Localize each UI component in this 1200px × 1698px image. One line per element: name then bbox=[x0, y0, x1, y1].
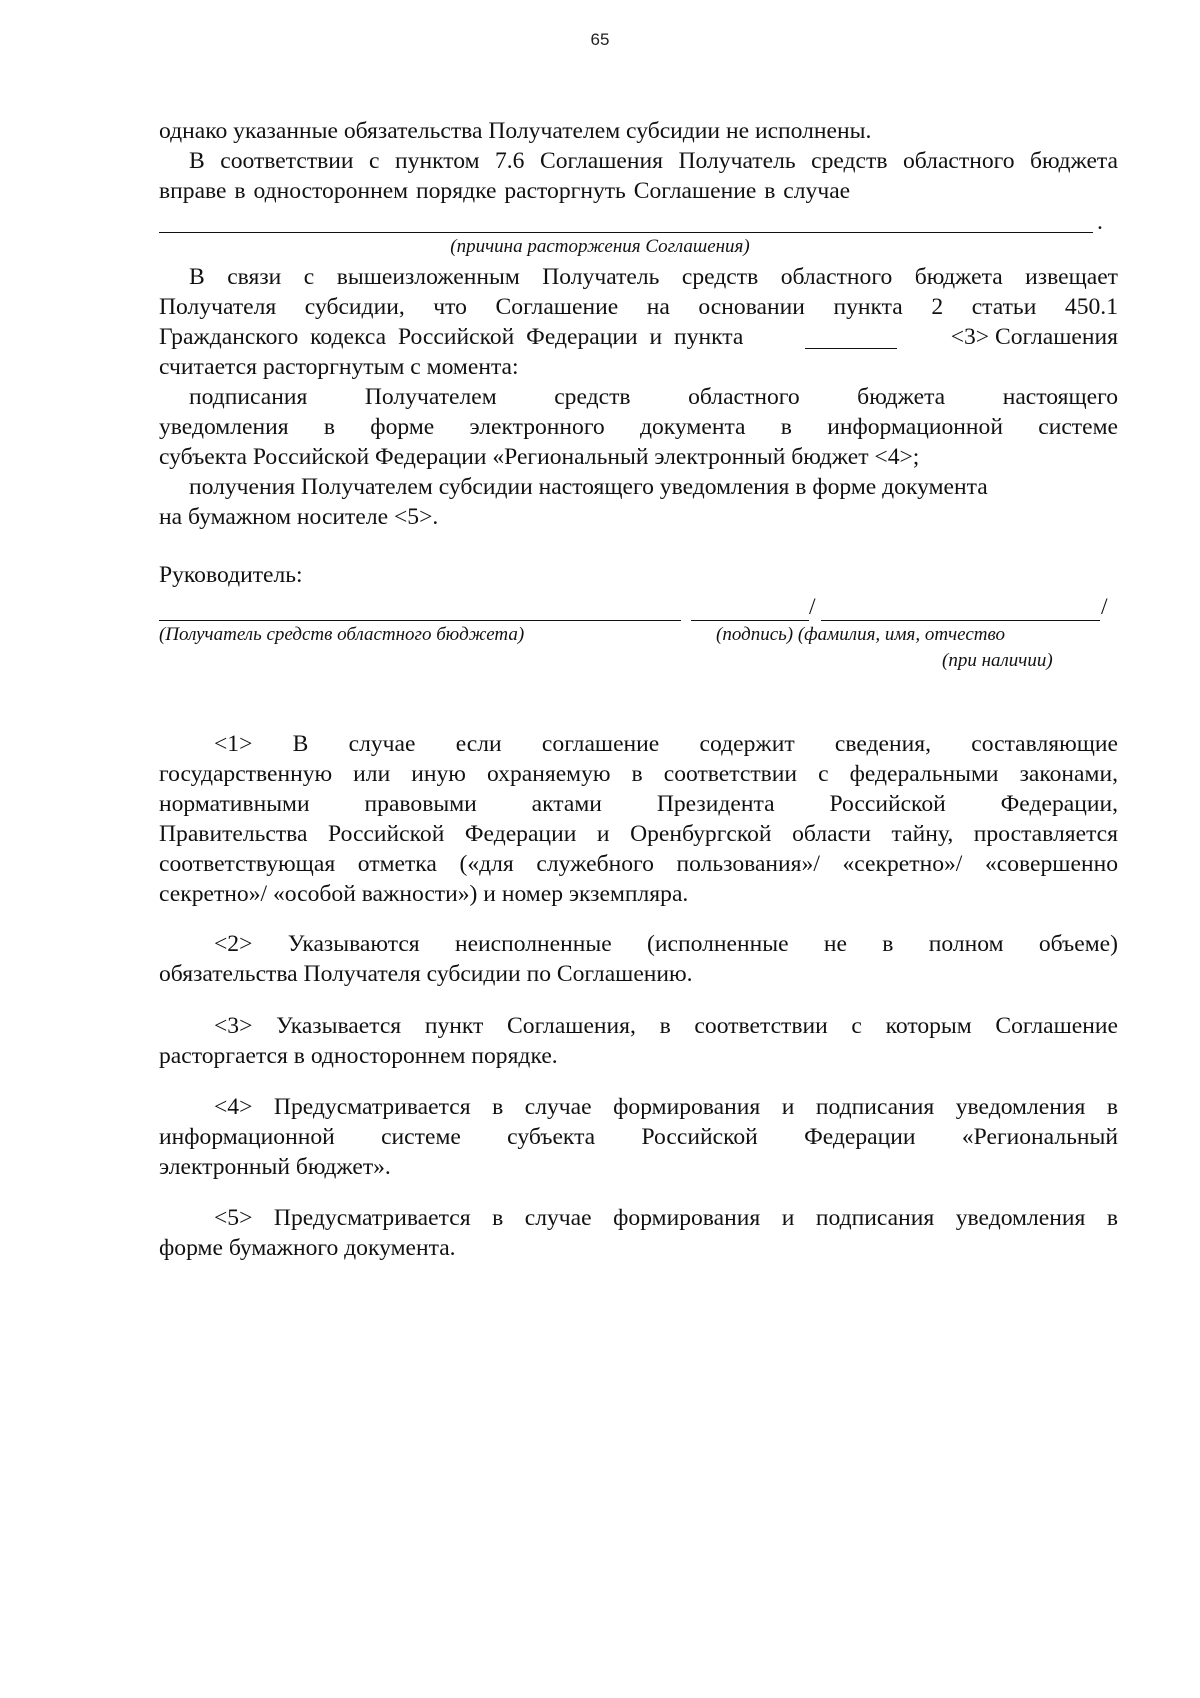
footnote-3 bbox=[159, 1011, 1118, 1071]
option-paper-line: получения Получателем субсидии настоящего уведомления в форме документа bbox=[189, 474, 988, 500]
signature-blank-line bbox=[691, 620, 809, 621]
footnote-line: обязательства Получателя субсидии по Соглашению. bbox=[159, 961, 693, 987]
notice-line-part: <3> Соглашения bbox=[950, 324, 1118, 350]
footnote-line: <2> Указываются неисполненные (исполненные не в полном объеме) bbox=[214, 931, 1118, 957]
footnote-line: нормативными правовыми актами Президента Российской Федерации, bbox=[159, 791, 1118, 817]
intro-line: однако указанные обязательства Получателем субсидии не исполнены. bbox=[159, 118, 872, 144]
footnote-line: соответствующая отметка («для служебного пользования»/ «секретно»/ «совершенно bbox=[159, 851, 1118, 877]
footnote-line: форме бумажного документа. bbox=[159, 1235, 456, 1261]
footnote-line: государственную или иную охраняемую в соответствии с федеральными законами, bbox=[159, 761, 1118, 787]
notice-line: Получателя субсидии, что Соглашение на основании пункта 2 статьи 450.1 bbox=[159, 294, 1118, 320]
intro-line: В соответствии с пунктом 7.6 Соглашения Получатель средств областного бюджета bbox=[189, 148, 1118, 174]
footnote-line: информационной системе субъекта Российской Федерации «Региональный bbox=[159, 1124, 1118, 1150]
footnote-line: Правительства Российской Федерации и Оренбургской области тайну, проставляется bbox=[159, 821, 1118, 847]
intro-line: вправе в одностороннем порядке расторгнуть Соглашение в случае bbox=[159, 178, 851, 204]
optional-caption: (при наличии) bbox=[942, 650, 1053, 671]
signature-caption: (подпись) (фамилия, имя, отчество bbox=[716, 624, 1005, 645]
reason-blank-line bbox=[159, 232, 1093, 233]
recipient-blank-line bbox=[159, 620, 681, 621]
footnote-line: секретно»/ «особой важности») и номер экземпляра. bbox=[159, 881, 689, 907]
option-electronic-line: субъекта Российской Федерации «Региональный электронный бюджет <4>; bbox=[159, 444, 920, 470]
notice-line-with-blank bbox=[159, 322, 1118, 352]
clause-blank-line bbox=[805, 348, 897, 349]
footnote-line: <5> Предусматривается в случае формирования и подписания уведомления в bbox=[214, 1205, 1118, 1231]
page-number: 65 bbox=[590, 30, 610, 49]
reason-blank-end: . bbox=[1097, 209, 1103, 235]
name-slash: / bbox=[1101, 594, 1108, 620]
intro-paragraph bbox=[159, 116, 1118, 206]
option-paper-line: на бумажном носителе <5>. bbox=[159, 504, 439, 530]
footnote-line: <1> В случае если соглашение содержит сведения, составляющие bbox=[214, 731, 1118, 757]
recipient-caption: (Получатель средств областного бюджета) bbox=[159, 624, 525, 645]
footnote-4 bbox=[159, 1092, 1118, 1182]
notice-paragraph bbox=[159, 262, 1118, 532]
footnote-line: электронный бюджет». bbox=[159, 1154, 391, 1180]
option-electronic-line: подписания Получателем средств областного бюджета настоящего bbox=[189, 384, 1118, 410]
footnote-line: расторгается в одностороннем порядке. bbox=[159, 1043, 558, 1069]
notice-line-part: Гражданского кодекса Российской Федерации и пункта bbox=[159, 324, 744, 350]
footnote-1 bbox=[159, 729, 1118, 909]
footnote-5 bbox=[159, 1203, 1118, 1263]
footnote-line: <4> Предусматривается в случае формирования и подписания уведомления в bbox=[214, 1094, 1118, 1120]
name-blank-line bbox=[821, 620, 1100, 621]
notice-line: считается расторгнутым с момента: bbox=[159, 354, 519, 380]
option-electronic-line: уведомления в форме электронного документа в информационной системе bbox=[159, 414, 1118, 440]
footnote-2 bbox=[159, 929, 1118, 989]
reason-caption: (причина расторжения Соглашения) bbox=[450, 236, 750, 257]
footnote-line: <3> Указывается пункт Соглашения, в соответствии с которым Соглашение bbox=[214, 1013, 1118, 1039]
notice-line: В связи с вышеизложенным Получатель средств областного бюджета извещает bbox=[189, 264, 1118, 290]
signature-head-label: Руководитель: bbox=[159, 562, 303, 588]
signature-slash: / bbox=[809, 594, 816, 620]
